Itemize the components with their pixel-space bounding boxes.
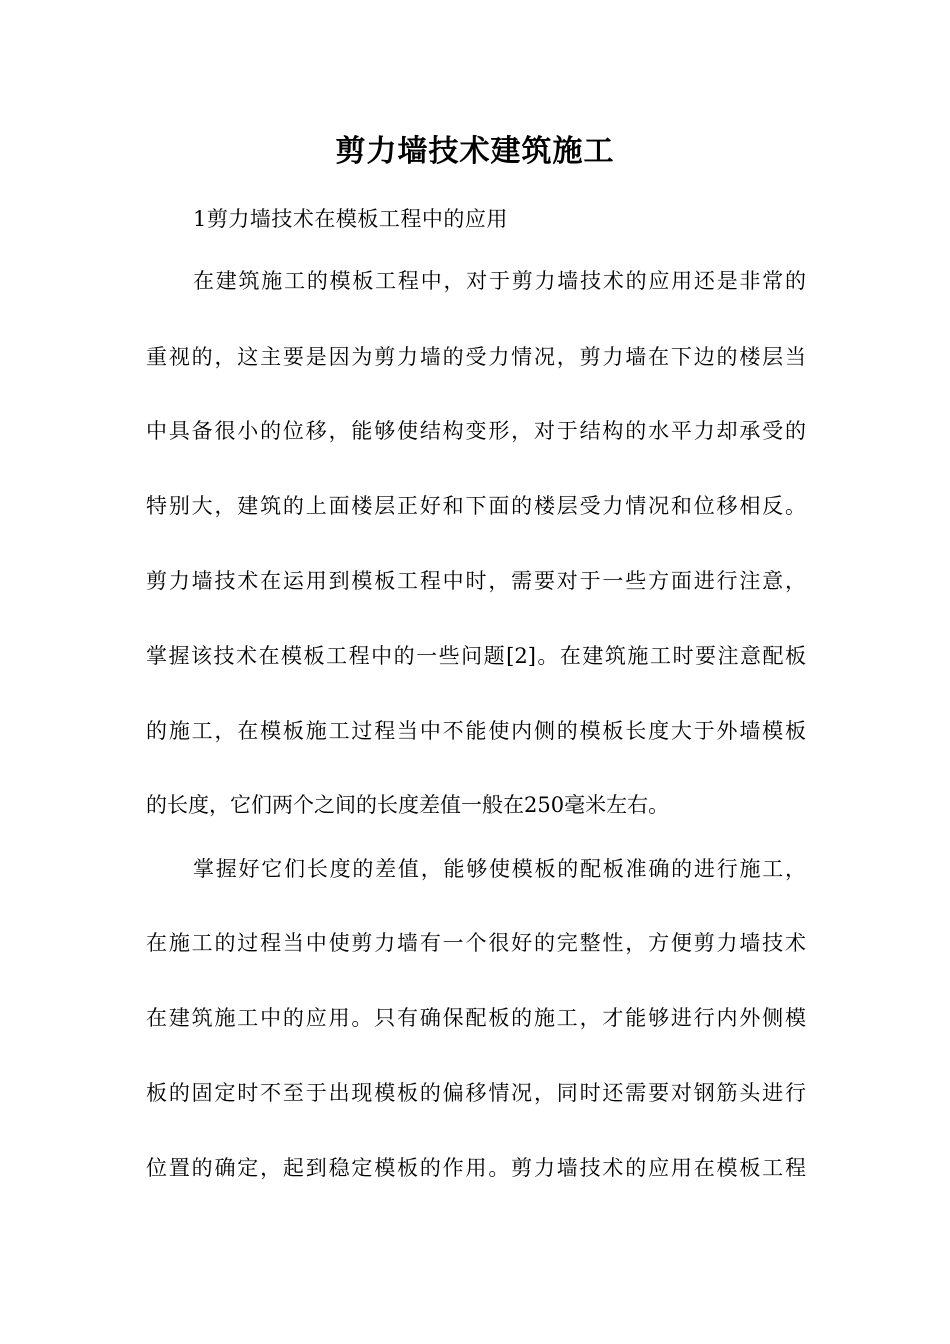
paragraph-2-line-5: 位置的确定，起到稳定模板的作用。剪力墙技术的应用在模板工程 <box>146 1156 806 1180</box>
document-title: 剪力墙技术建筑施工 <box>335 134 615 169</box>
paragraph-1-line-4: 特别大，建筑的上面楼层正好和下面的楼层受力情况和位移相反。 <box>146 494 806 518</box>
paragraph-1-line-8: 的长度，它们两个之间的长度差值一般在250毫米左右。 <box>146 793 670 817</box>
paragraph-2-line-3: 在建筑施工中的应用。只有确保配板的施工，才能够进行内外侧模 <box>146 1006 806 1030</box>
paragraph-2-line-2: 在施工的过程当中使剪力墙有一个很好的完整性，方便剪力墙技术 <box>146 931 806 955</box>
paragraph-1-line-7: 的施工，在模板施工过程当中不能使内侧的模板长度大于外墙模板 <box>146 719 806 743</box>
paragraph-2-line-1: 掌握好它们长度的差值，能够使模板的配板准确的进行施工， <box>193 857 806 881</box>
paragraph-1-line-3: 中具备很小的位移，能够使结构变形，对于结构的水平力却承受的 <box>146 419 806 443</box>
paragraph-2-line-4: 板的固定时不至于出现模板的偏移情况，同时还需要对钢筋头进行 <box>146 1081 806 1105</box>
paragraph-1-line-6: 掌握该技术在模板工程中的一些问题[2]。在建筑施工时要注意配板 <box>146 644 806 668</box>
paragraph-1-line-1: 在建筑施工的模板工程中，对于剪力墙技术的应用还是非常的 <box>193 269 806 293</box>
paragraph-1-line-5: 剪力墙技术在运用到模板工程中时，需要对于一些方面进行注意， <box>146 569 806 593</box>
section-heading: 1剪力墙技术在模板工程中的应用 <box>193 207 508 231</box>
paragraph-1-line-2: 重视的，这主要是因为剪力墙的受力情况，剪力墙在下边的楼层当 <box>146 345 806 369</box>
